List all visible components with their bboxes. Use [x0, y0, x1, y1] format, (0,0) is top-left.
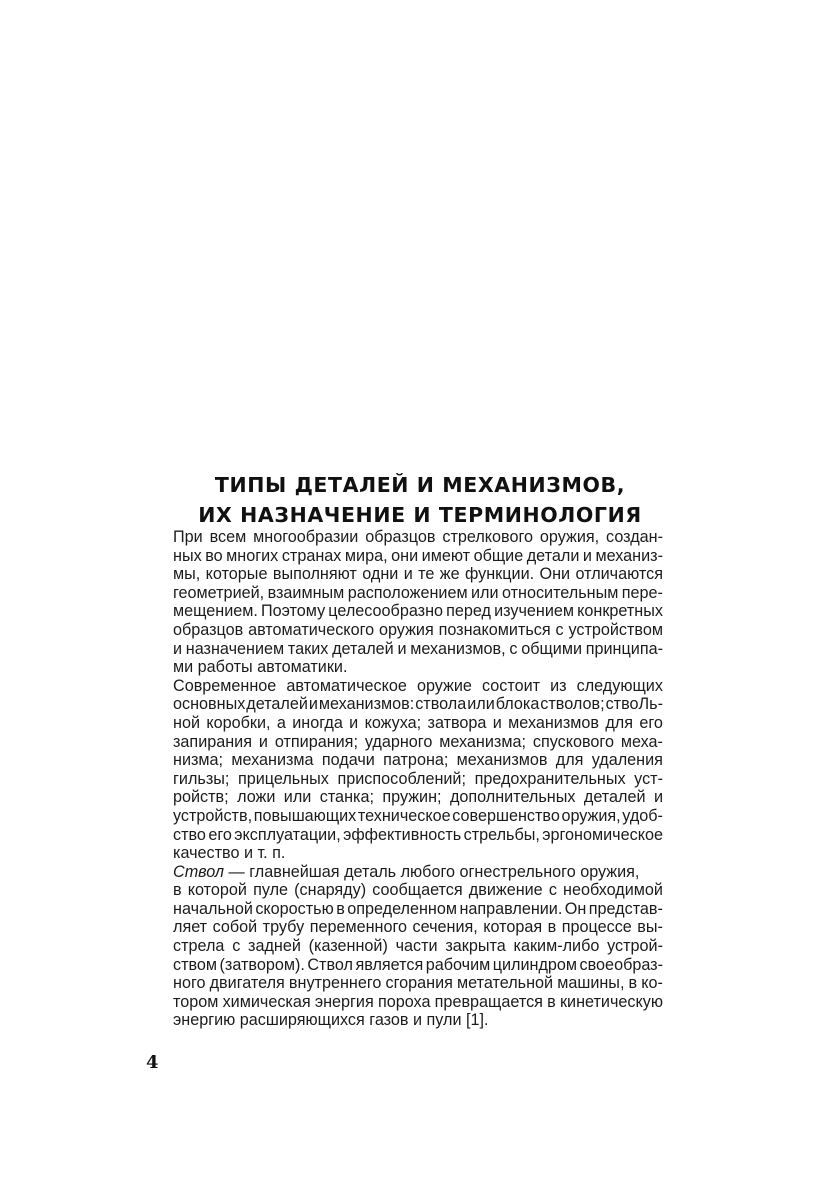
word: устрой- — [607, 937, 663, 956]
word: взаимным — [267, 583, 345, 602]
text-line — [173, 1011, 663, 1030]
word: Ствол — [307, 955, 353, 974]
paragraph-3-line-3 — [173, 900, 663, 919]
word: основных — [173, 695, 246, 714]
word: процессе — [561, 918, 632, 937]
word: те — [418, 565, 435, 584]
word: стрела — [173, 937, 225, 956]
word: сечения, — [412, 918, 478, 937]
text-line — [173, 788, 663, 807]
word: патрона; — [383, 751, 449, 770]
word: механизмов, — [410, 639, 506, 658]
text-line — [173, 714, 663, 733]
word: и — [653, 788, 663, 807]
word: удоб- — [622, 806, 663, 825]
word: ложи — [237, 788, 276, 807]
paragraph-1-line-4 — [173, 584, 663, 603]
word: двигателя — [209, 974, 285, 993]
word: механизмов: — [318, 695, 415, 714]
word: механизма; — [439, 732, 526, 751]
word: (снаряду) — [294, 881, 367, 900]
paragraph-1-line-8: ми работы автоматики. — [173, 658, 348, 677]
text-line — [173, 602, 663, 621]
text-line — [173, 826, 663, 845]
page-number: 4 — [146, 1052, 159, 1073]
word: с — [548, 881, 557, 900]
word: которой — [187, 881, 247, 900]
paragraph-1-line-2 — [173, 547, 663, 566]
word: приспособлений; — [337, 769, 466, 788]
word: ляет — [173, 918, 208, 937]
text-line — [173, 640, 663, 659]
text-line — [173, 584, 663, 603]
heading-line-2: ИХ НАЗНАЧЕНИЕ И ТЕРМИНОЛОГИЯ — [198, 503, 642, 527]
word: Он — [564, 899, 587, 918]
word: кинетическую — [559, 992, 663, 1011]
word: конкретных — [577, 602, 663, 621]
word: одни — [362, 565, 399, 584]
word: гильзы; — [173, 769, 230, 788]
word: же — [439, 565, 460, 584]
word: состоит — [481, 676, 541, 695]
paragraph-2-line-9 — [173, 826, 663, 845]
word: принципа- — [585, 639, 663, 658]
word: сообщается — [372, 881, 463, 900]
word: совершенство — [452, 806, 560, 825]
word: и — [582, 546, 592, 565]
word: автоматического — [248, 620, 375, 639]
word: ство — [173, 825, 206, 844]
word: предохранительных — [474, 769, 626, 788]
word: многих — [226, 546, 279, 565]
word: задней — [248, 937, 301, 956]
word: коробки, — [206, 713, 271, 732]
word: из — [550, 676, 567, 695]
heading-line-1: ТИПЫ ДЕТАЛЕЙ И МЕХАНИЗМОВ, — [214, 473, 626, 497]
text-line — [173, 565, 663, 584]
word: направлении. — [459, 899, 563, 918]
text-line — [173, 863, 663, 882]
word: пуле — [253, 881, 289, 900]
word: для — [605, 713, 634, 732]
word: оружие — [416, 676, 472, 695]
text-line — [173, 658, 663, 677]
word: энергия — [314, 992, 374, 1011]
word: химическая — [222, 992, 311, 1011]
paragraph-2-line-8 — [173, 807, 663, 826]
paragraph-2-line-5 — [173, 751, 663, 770]
word: деталей — [583, 788, 646, 807]
word: сгорания — [385, 974, 453, 993]
word: создан- — [606, 528, 663, 546]
word: относительным — [501, 583, 619, 602]
word: внутреннего — [288, 974, 382, 993]
paragraph-3-line-6 — [173, 956, 663, 975]
word: своеобраз- — [579, 955, 663, 974]
word: рабочим — [425, 955, 491, 974]
word: механизмов — [456, 751, 548, 770]
text-line — [173, 770, 663, 789]
word: целесообразно — [328, 602, 444, 621]
word: запирания — [173, 732, 252, 751]
text-line — [173, 547, 663, 566]
word: прицельных — [237, 769, 329, 788]
word: оружия — [378, 620, 434, 639]
word: переменного — [309, 918, 408, 937]
word: машины, — [557, 974, 625, 993]
word: (казенной) — [308, 937, 388, 956]
word: для — [555, 751, 584, 770]
word: блока — [495, 695, 540, 714]
text-line — [173, 733, 663, 752]
word: а — [276, 713, 286, 732]
word: цилиндром — [492, 955, 578, 974]
text-line — [173, 695, 663, 714]
paragraph-2-line-1 — [173, 677, 663, 696]
word: вы- — [637, 918, 663, 937]
word: станка; — [319, 788, 374, 807]
word: механизмов — [508, 713, 599, 732]
word: отпирания; — [274, 732, 358, 751]
word: механиз- — [595, 546, 663, 565]
word: ствоЛь- — [605, 695, 663, 714]
word: его — [208, 825, 232, 844]
word: функции. — [465, 565, 535, 584]
word: детали — [526, 546, 580, 565]
word: стрелкового — [442, 528, 534, 546]
text-line — [173, 528, 663, 547]
paragraph-2-line-7 — [173, 788, 663, 807]
paragraph-2-line-3 — [173, 714, 663, 733]
word: которые — [205, 565, 268, 584]
paragraph-3-line-8 — [173, 993, 663, 1012]
word: является — [355, 955, 424, 974]
word: многообразии — [253, 528, 359, 546]
text-line — [173, 918, 663, 937]
word: тором — [173, 992, 219, 1011]
word: таких — [287, 639, 329, 658]
text-line — [173, 881, 663, 900]
word: ством — [173, 955, 218, 974]
word: затвора — [427, 713, 487, 732]
word: эффективность — [343, 825, 462, 844]
text-line — [173, 807, 663, 826]
word: общие — [473, 546, 524, 565]
word: ко- — [641, 974, 663, 993]
word: всем — [209, 528, 247, 546]
word: или — [283, 788, 312, 807]
paragraph-3-line-1: — главнейшая деталь любого огнестрельного оружия, — [228, 862, 640, 881]
word: автоматическое — [286, 676, 407, 695]
word: деталей — [246, 695, 308, 714]
word: низма; — [173, 751, 224, 770]
word: техническое — [357, 806, 451, 825]
word: эргономическое — [542, 825, 663, 844]
word: пружин; — [382, 788, 442, 807]
paragraph-3-line-5 — [173, 937, 663, 956]
word: в — [628, 974, 638, 993]
word: с — [555, 620, 564, 639]
word: познакомиться — [438, 620, 551, 639]
word: Они — [539, 565, 571, 584]
word: дополнительных — [449, 788, 576, 807]
text-line — [173, 677, 663, 696]
word: деталей — [332, 639, 394, 658]
word: Современное — [173, 676, 277, 695]
word: во — [205, 546, 223, 565]
word: удаления — [591, 751, 663, 770]
word: следующих — [576, 676, 663, 695]
word: перед — [446, 602, 491, 621]
paragraph-1-line-6 — [173, 621, 663, 640]
word: устройств, — [173, 806, 253, 825]
text-line — [173, 751, 663, 770]
word: в — [547, 918, 557, 937]
word: и — [492, 713, 502, 732]
text-line — [173, 621, 663, 640]
text-line — [173, 956, 663, 975]
section-heading — [170, 470, 670, 530]
word: они — [391, 546, 419, 565]
word: в — [173, 881, 182, 900]
word: или — [471, 583, 499, 602]
word: образцов — [365, 528, 436, 546]
word: уст- — [634, 769, 663, 788]
word: части — [395, 937, 438, 956]
paragraph-2 — [173, 677, 663, 863]
word: мещением. — [173, 602, 258, 621]
word: трубу — [262, 918, 305, 937]
word: в — [547, 992, 556, 1011]
word: изучением — [494, 602, 575, 621]
word: собой — [212, 918, 258, 937]
paragraph-1 — [173, 528, 663, 677]
word: необходимой — [563, 881, 663, 900]
paragraph-1-line-5 — [173, 602, 663, 621]
paragraph-2-line-10: качество и т. п. — [173, 844, 286, 863]
word: стволов; — [540, 695, 605, 714]
word: закрыта — [445, 937, 506, 956]
term-stvol: Ствол — [173, 862, 225, 881]
word: пере- — [621, 583, 663, 602]
word: и — [349, 713, 359, 732]
word: которая — [483, 918, 543, 937]
paragraph-3-line-2 — [173, 881, 663, 900]
word: ной — [173, 713, 200, 732]
paragraph-2-line-6 — [173, 770, 663, 789]
word: повышающих — [253, 806, 357, 825]
word: спускового — [532, 732, 614, 751]
word: ударного — [364, 732, 433, 751]
word: метательной — [457, 974, 554, 993]
word: ных — [173, 546, 202, 565]
word: При — [173, 528, 203, 546]
word: и — [308, 695, 318, 714]
word: и — [258, 732, 268, 751]
text-line — [173, 844, 663, 863]
word: образцов — [173, 620, 244, 639]
word: с — [509, 639, 518, 658]
word: превращается — [434, 992, 543, 1011]
word: механизма — [231, 751, 314, 770]
word: или — [467, 695, 495, 714]
text-line — [173, 974, 663, 993]
word: выполняют — [272, 565, 357, 584]
paragraph-3-line-7 — [173, 974, 663, 993]
paragraph-3-line-4 — [173, 918, 663, 937]
word: в — [336, 899, 345, 918]
word: ствола — [415, 695, 467, 714]
word: представ- — [588, 899, 663, 918]
paragraph-2-line-4 — [173, 733, 663, 752]
paragraph-1-line-1 — [173, 528, 663, 547]
text-line — [173, 993, 663, 1012]
text-line — [173, 900, 663, 919]
word: движение — [468, 881, 543, 900]
paragraph-2-line-2 — [173, 695, 663, 714]
word: общими — [521, 639, 582, 658]
paragraph-1-line-7 — [173, 640, 663, 659]
word: эксплуатации, — [234, 825, 341, 844]
word: Поэтому — [260, 602, 326, 621]
word: ного — [173, 974, 206, 993]
word: мы, — [173, 565, 201, 584]
word: и — [403, 565, 413, 584]
word: устройством — [568, 620, 663, 639]
word: ройств; — [173, 788, 229, 807]
word: начальной — [173, 899, 253, 918]
word: оружия, — [539, 528, 600, 546]
word: оружия, — [561, 806, 621, 825]
paragraph-3 — [173, 863, 663, 1030]
word: назначением — [185, 639, 285, 658]
body-text — [173, 528, 663, 1030]
word: стрельбы, — [463, 825, 540, 844]
word: мира, — [344, 546, 388, 565]
word: странах — [281, 546, 342, 565]
word: скоростью — [255, 899, 334, 918]
word: кожуха; — [364, 713, 422, 732]
text-line — [173, 937, 663, 956]
word: отличаются — [575, 565, 663, 584]
word: расположением — [347, 583, 468, 602]
word: и — [173, 639, 183, 658]
word: имеют — [421, 546, 471, 565]
word: (затвором). — [219, 955, 305, 974]
word: меха- — [620, 732, 663, 751]
word: каким-либо — [513, 937, 600, 956]
word: пороха — [377, 992, 431, 1011]
word: определенном — [347, 899, 458, 918]
word: геометрией, — [173, 583, 265, 602]
word: его — [639, 713, 663, 732]
word: и — [397, 639, 407, 658]
word: иногда — [292, 713, 343, 732]
paragraph-3-line-9: энергию расширяющихся газов и пули [1]. — [173, 1011, 489, 1030]
word: с — [232, 937, 241, 956]
paragraph-1-line-3 — [173, 565, 663, 584]
word: подачи — [321, 751, 375, 770]
